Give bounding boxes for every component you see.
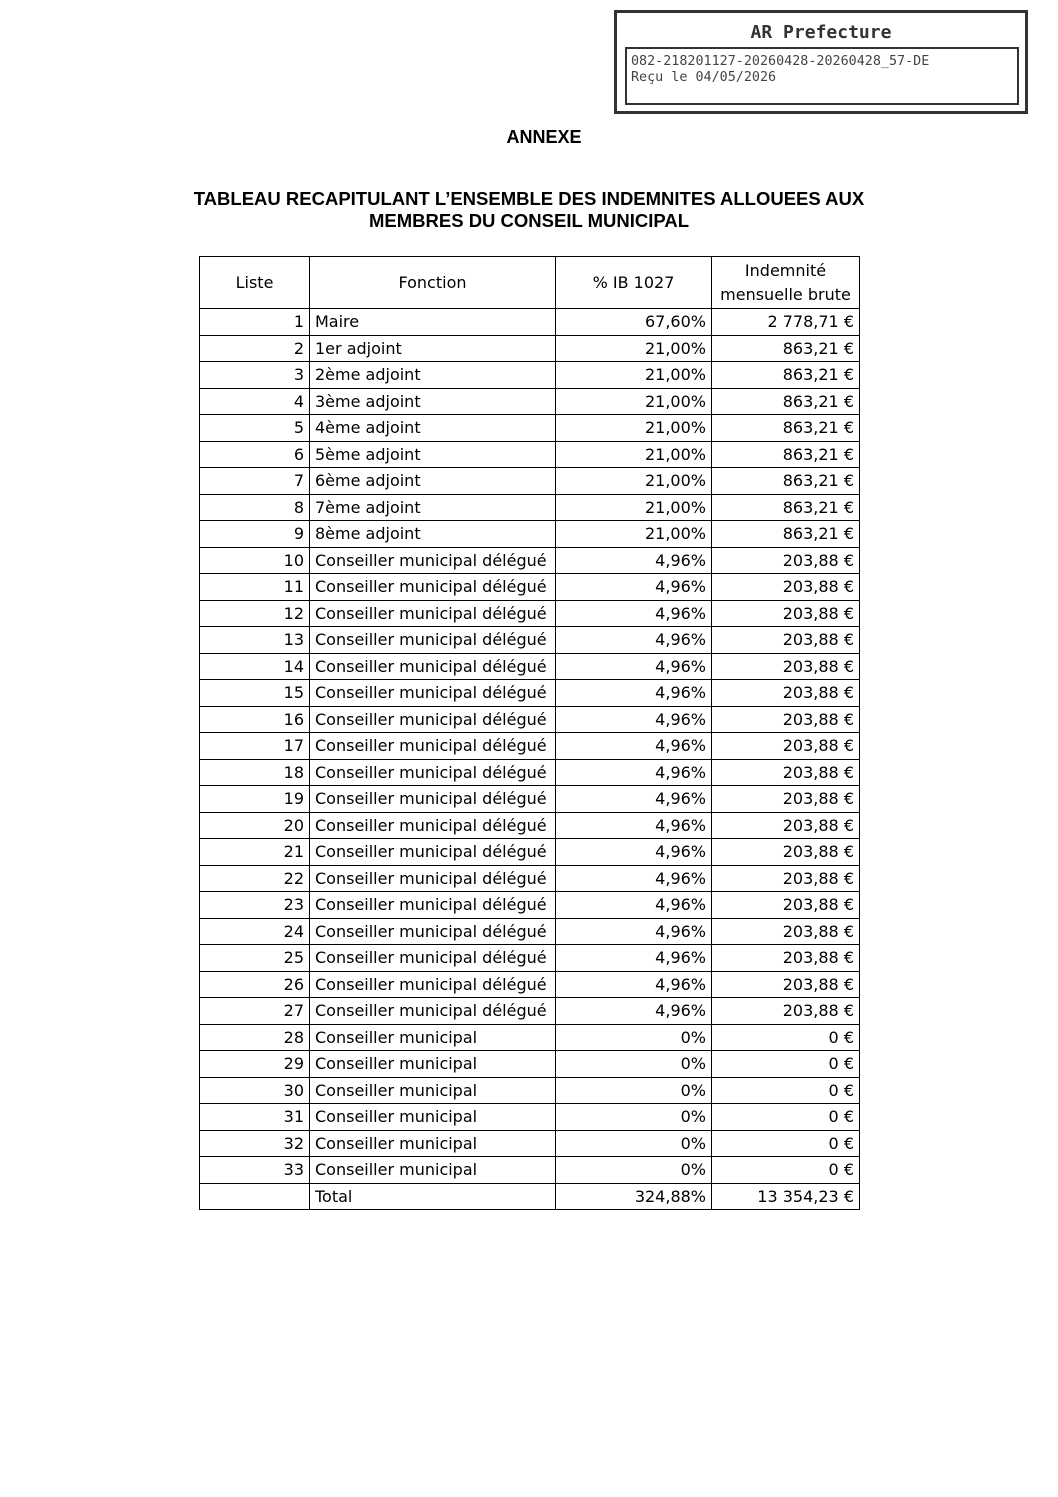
table-total-row: [200, 1183, 860, 1210]
cell-liste: 17: [200, 733, 310, 760]
cell-amount: 203,88 €: [712, 786, 860, 813]
cell-pct: 21,00%: [556, 362, 712, 389]
cell-amount: 203,88 €: [712, 971, 860, 998]
cell-fonction: 6ème adjoint: [310, 468, 556, 495]
cell-liste: 24: [200, 918, 310, 945]
cell-pct: 4,96%: [556, 971, 712, 998]
table-row: [200, 1077, 860, 1104]
cell-fonction: Conseiller municipal: [310, 1104, 556, 1131]
table-row: [200, 998, 860, 1025]
cell-amount: 863,21 €: [712, 441, 860, 468]
cell-fonction: Conseiller municipal: [310, 1077, 556, 1104]
cell-fonction: 8ème adjoint: [310, 521, 556, 548]
cell-fonction: Conseiller municipal délégué: [310, 918, 556, 945]
cell-pct: 4,96%: [556, 918, 712, 945]
cell-pct: 0%: [556, 1157, 712, 1184]
cell-liste: 4: [200, 388, 310, 415]
stamp-reference-number: 082-218201127-20260428-20260428_57-DE: [631, 54, 930, 69]
table-header-row: [200, 257, 860, 309]
cell-pct: 4,96%: [556, 627, 712, 654]
cell-liste: 31: [200, 1104, 310, 1131]
cell-liste: 12: [200, 600, 310, 627]
cell-liste: 30: [200, 1077, 310, 1104]
cell-amount: 203,88 €: [712, 839, 860, 866]
cell-pct: 21,00%: [556, 521, 712, 548]
cell-amount: 203,88 €: [712, 733, 860, 760]
cell-fonction: Conseiller municipal délégué: [310, 653, 556, 680]
cell-amount: 203,88 €: [712, 547, 860, 574]
table-row: [200, 441, 860, 468]
cell-pct: 4,96%: [556, 547, 712, 574]
table-row: [200, 574, 860, 601]
cell-fonction: Conseiller municipal délégué: [310, 839, 556, 866]
cell-pct: 21,00%: [556, 468, 712, 495]
table-row: [200, 547, 860, 574]
cell-amount: 863,21 €: [712, 521, 860, 548]
cell-liste: 32: [200, 1130, 310, 1157]
cell-liste: 27: [200, 998, 310, 1025]
cell-liste: 9: [200, 521, 310, 548]
cell-liste: 19: [200, 786, 310, 813]
table-row: [200, 415, 860, 442]
cell-pct: 4,96%: [556, 600, 712, 627]
cell-amount: 203,88 €: [712, 653, 860, 680]
cell-amount: 863,21 €: [712, 494, 860, 521]
cell-amount: 0 €: [712, 1130, 860, 1157]
cell-pct: 0%: [556, 1130, 712, 1157]
cell-amount: 0 €: [712, 1157, 860, 1184]
cell-pct: 21,00%: [556, 441, 712, 468]
cell-pct: 4,96%: [556, 839, 712, 866]
cell-pct: 4,96%: [556, 706, 712, 733]
table-row: [200, 1130, 860, 1157]
cell-liste: 10: [200, 547, 310, 574]
cell-pct: 21,00%: [556, 335, 712, 362]
cell-fonction: Conseiller municipal délégué: [310, 892, 556, 919]
total-cell-pct: 324,88%: [556, 1183, 712, 1210]
header-fonction: Fonction: [310, 257, 556, 309]
cell-liste: 7: [200, 468, 310, 495]
cell-pct: 4,96%: [556, 998, 712, 1025]
cell-fonction: Conseiller municipal délégué: [310, 547, 556, 574]
cell-fonction: Conseiller municipal délégué: [310, 812, 556, 839]
indemnities-table: [199, 256, 860, 1210]
cell-fonction: Conseiller municipal délégué: [310, 680, 556, 707]
cell-fonction: Conseiller municipal délégué: [310, 706, 556, 733]
cell-fonction: 5ème adjoint: [310, 441, 556, 468]
cell-pct: 4,96%: [556, 812, 712, 839]
stamp-received-date: Reçu le 04/05/2026: [631, 70, 777, 85]
cell-amount: 0 €: [712, 1024, 860, 1051]
cell-liste: 8: [200, 494, 310, 521]
cell-amount: 203,88 €: [712, 759, 860, 786]
table-row: [200, 521, 860, 548]
table-row: [200, 1024, 860, 1051]
cell-amount: 0 €: [712, 1104, 860, 1131]
table-body: [200, 309, 860, 1210]
cell-fonction: Conseiller municipal délégué: [310, 971, 556, 998]
cell-pct: 4,96%: [556, 945, 712, 972]
cell-pct: 4,96%: [556, 680, 712, 707]
cell-fonction: Conseiller municipal délégué: [310, 786, 556, 813]
cell-fonction: Conseiller municipal: [310, 1130, 556, 1157]
cell-fonction: 1er adjoint: [310, 335, 556, 362]
table-row: [200, 468, 860, 495]
cell-amount: 203,88 €: [712, 945, 860, 972]
cell-pct: 21,00%: [556, 388, 712, 415]
cell-amount: 863,21 €: [712, 415, 860, 442]
cell-pct: 0%: [556, 1024, 712, 1051]
cell-pct: 4,96%: [556, 574, 712, 601]
cell-fonction: Conseiller municipal délégué: [310, 998, 556, 1025]
header-liste: Liste: [200, 257, 310, 309]
cell-liste: 33: [200, 1157, 310, 1184]
cell-fonction: 4ème adjoint: [310, 415, 556, 442]
table-row: [200, 362, 860, 389]
table-row: [200, 1157, 860, 1184]
cell-fonction: Conseiller municipal délégué: [310, 574, 556, 601]
cell-amount: 203,88 €: [712, 706, 860, 733]
table-row: [200, 653, 860, 680]
table-row: [200, 971, 860, 998]
cell-amount: 203,88 €: [712, 865, 860, 892]
cell-pct: 0%: [556, 1104, 712, 1131]
cell-amount: 203,88 €: [712, 627, 860, 654]
cell-pct: 4,96%: [556, 653, 712, 680]
cell-fonction: 3ème adjoint: [310, 388, 556, 415]
table-row: [200, 1104, 860, 1131]
table-row: [200, 945, 860, 972]
total-cell-amount: 13 354,23 €: [712, 1183, 860, 1210]
table-row: [200, 1051, 860, 1078]
cell-fonction: Conseiller municipal délégué: [310, 945, 556, 972]
cell-amount: 203,88 €: [712, 812, 860, 839]
cell-liste: 21: [200, 839, 310, 866]
cell-liste: 16: [200, 706, 310, 733]
header-amount-line-1: Indemnité: [744, 260, 827, 280]
cell-pct: 0%: [556, 1051, 712, 1078]
total-cell-fonction: Total: [310, 1183, 556, 1210]
cell-amount: 203,88 €: [712, 998, 860, 1025]
table-row: [200, 309, 860, 336]
cell-amount: 0 €: [712, 1077, 860, 1104]
cell-liste: 26: [200, 971, 310, 998]
cell-fonction: Conseiller municipal délégué: [310, 733, 556, 760]
document-title-line-2: MEMBRES DU CONSEIL MUNICIPAL: [369, 210, 689, 231]
table-row: [200, 388, 860, 415]
cell-fonction: Conseiller municipal délégué: [310, 627, 556, 654]
table-row: [200, 335, 860, 362]
header-pct: % IB 1027: [556, 257, 712, 309]
cell-amount: 203,88 €: [712, 574, 860, 601]
cell-fonction: Conseiller municipal délégué: [310, 865, 556, 892]
table-row: [200, 839, 860, 866]
table-row: [200, 918, 860, 945]
cell-amount: 203,88 €: [712, 600, 860, 627]
cell-amount: 203,88 €: [712, 892, 860, 919]
cell-liste: 6: [200, 441, 310, 468]
cell-liste: 14: [200, 653, 310, 680]
cell-liste: 25: [200, 945, 310, 972]
cell-liste: 15: [200, 680, 310, 707]
cell-liste: 28: [200, 1024, 310, 1051]
cell-liste: 29: [200, 1051, 310, 1078]
total-cell-liste: [200, 1183, 310, 1210]
cell-liste: 20: [200, 812, 310, 839]
document-title: [0, 188, 1058, 232]
stamp-reference-box: [625, 47, 1019, 105]
cell-liste: 11: [200, 574, 310, 601]
cell-pct: 21,00%: [556, 494, 712, 521]
cell-fonction: Conseiller municipal délégué: [310, 759, 556, 786]
table-row: [200, 680, 860, 707]
header-amount-line-2: mensuelle brute: [720, 284, 851, 304]
annexe-heading: ANNEXE: [506, 127, 582, 147]
cell-fonction: Maire: [310, 309, 556, 336]
cell-amount: 863,21 €: [712, 335, 860, 362]
cell-pct: 67,60%: [556, 309, 712, 336]
cell-fonction: Conseiller municipal: [310, 1024, 556, 1051]
cell-fonction: 2ème adjoint: [310, 362, 556, 389]
cell-pct: 4,96%: [556, 733, 712, 760]
cell-fonction: Conseiller municipal délégué: [310, 600, 556, 627]
table-row: [200, 812, 860, 839]
cell-pct: 0%: [556, 1077, 712, 1104]
cell-amount: 863,21 €: [712, 468, 860, 495]
cell-fonction: 7ème adjoint: [310, 494, 556, 521]
header-amount: [712, 257, 860, 309]
cell-amount: 863,21 €: [712, 362, 860, 389]
cell-liste: 18: [200, 759, 310, 786]
cell-pct: 4,96%: [556, 865, 712, 892]
cell-pct: 4,96%: [556, 759, 712, 786]
document-title-line-1: TABLEAU RECAPITULANT L’ENSEMBLE DES INDEMNITES ALLOUEES AUX: [193, 188, 865, 209]
cell-liste: 3: [200, 362, 310, 389]
cell-liste: 13: [200, 627, 310, 654]
table-row: [200, 892, 860, 919]
cell-liste: 23: [200, 892, 310, 919]
cell-amount: 2 778,71 €: [712, 309, 860, 336]
table-row: [200, 494, 860, 521]
cell-fonction: Conseiller municipal: [310, 1051, 556, 1078]
table-row: [200, 600, 860, 627]
cell-pct: 4,96%: [556, 892, 712, 919]
stamp-title: AR Prefecture: [750, 22, 892, 43]
cell-amount: 0 €: [712, 1051, 860, 1078]
cell-liste: 2: [200, 335, 310, 362]
cell-liste: 1: [200, 309, 310, 336]
table-row: [200, 759, 860, 786]
cell-fonction: Conseiller municipal: [310, 1157, 556, 1184]
cell-pct: 4,96%: [556, 786, 712, 813]
cell-amount: 203,88 €: [712, 680, 860, 707]
prefecture-stamp: [614, 10, 1028, 114]
table-row: [200, 865, 860, 892]
table-row: [200, 786, 860, 813]
cell-liste: 22: [200, 865, 310, 892]
cell-amount: 863,21 €: [712, 388, 860, 415]
table-row: [200, 627, 860, 654]
cell-liste: 5: [200, 415, 310, 442]
table-row: [200, 733, 860, 760]
cell-amount: 203,88 €: [712, 918, 860, 945]
table-row: [200, 706, 860, 733]
cell-pct: 21,00%: [556, 415, 712, 442]
